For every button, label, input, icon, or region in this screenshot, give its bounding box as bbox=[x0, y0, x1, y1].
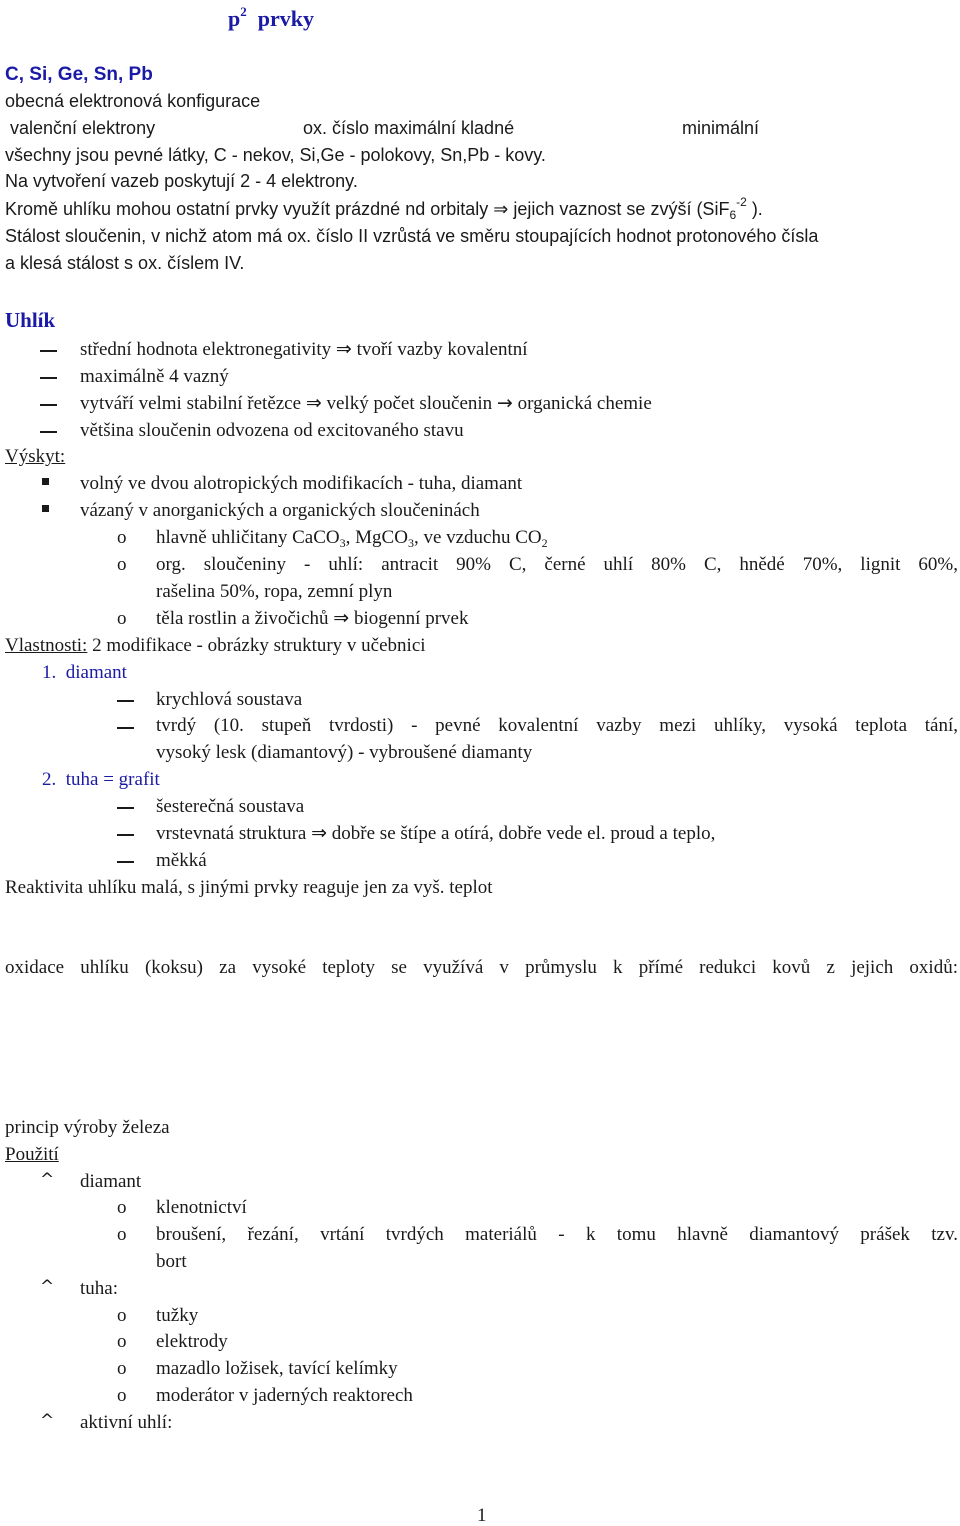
graphite-item-2: vrstevnatá struktura ⇒ dobře se štípe a otírá, dobře vede el. proud a teplo, bbox=[156, 822, 716, 844]
carbon-prop-1: střední hodnota elektronegativity ⇒ tvoří vazby kovalentní bbox=[80, 338, 528, 360]
carbon-prop-2: maximálně 4 vazný bbox=[80, 366, 229, 387]
circle-bullet: o bbox=[117, 1197, 127, 1218]
usage-diamond: diamant bbox=[80, 1171, 142, 1192]
properties-line: Vlastnosti: 2 modifikace - obrázky struktury v učebnici bbox=[5, 635, 426, 656]
carbon-prop-3: vytváří velmi stabilní řetězce ⇒ velký počet sloučenin → organická chemie bbox=[80, 392, 652, 414]
dash-bullet bbox=[117, 861, 134, 863]
occurrence-label: Výskyt: bbox=[5, 446, 66, 467]
circle-bullet: o bbox=[117, 1305, 127, 1326]
config-label: obecná elektronová konfigurace bbox=[5, 91, 261, 111]
circle-bullet: o bbox=[117, 1224, 127, 1245]
usage-diamond-item-1: klenotnictví bbox=[156, 1197, 247, 1218]
usage-diamond-item-3: bort bbox=[156, 1251, 187, 1272]
dash-bullet bbox=[117, 727, 134, 729]
elements-list: C, Si, Ge, Sn, Pb bbox=[5, 64, 153, 85]
usage-graphite-item-1: tužky bbox=[156, 1305, 199, 1326]
implies-arrow-icon: ⇒ bbox=[335, 338, 352, 360]
reactivity-text: Reaktivita uhlíku malá, s jinými prvky reaguje jen za vyš. teplot bbox=[5, 877, 493, 898]
biogenic-text: těla rostlin a živočichů ⇒ biogenní prvek bbox=[156, 607, 469, 629]
right-arrow-icon: → bbox=[496, 392, 513, 414]
carbon-prop-4: většina sloučenin odvozena od excitovaného stavu bbox=[80, 420, 464, 441]
carbon-heading: Uhlík bbox=[5, 308, 56, 332]
square-bullet bbox=[42, 505, 49, 512]
caret-bullet-icon: ^ bbox=[40, 1411, 55, 1431]
usage-active-carbon: aktivní uhlí: bbox=[80, 1412, 173, 1433]
occurrence-2: vázaný v anorganických a organických sloučeninách bbox=[80, 500, 480, 521]
usage-graphite-item-2: elektrody bbox=[156, 1331, 228, 1352]
graphite-item-1: šesterečná soustava bbox=[156, 796, 305, 817]
usage-label: Použití bbox=[5, 1144, 59, 1165]
circle-bullet: o bbox=[117, 527, 127, 548]
dash-bullet bbox=[117, 700, 134, 702]
dash-bullet bbox=[40, 377, 57, 379]
diamond-item-1: krychlová soustava bbox=[156, 689, 303, 710]
diamond-item-3: vysoký lesk (diamantový) - vybroušené diamanty bbox=[156, 742, 533, 763]
diamond-heading: 1. diamant bbox=[42, 662, 127, 683]
circle-bullet: o bbox=[117, 1358, 127, 1379]
square-bullet bbox=[42, 478, 49, 485]
circle-bullet: o bbox=[117, 554, 127, 575]
coal-text-2: rašelina 50%, ropa, zemní plyn bbox=[156, 581, 393, 602]
usage-graphite-item-3: mazadlo ložisek, tavící kelímky bbox=[156, 1358, 398, 1379]
states-text: všechny jsou pevné látky, C - nekov, Si,Ge - polokovy, Sn,Pb - kovy. bbox=[5, 145, 546, 165]
implies-arrow-icon: ⇒ bbox=[493, 199, 509, 220]
dash-bullet bbox=[40, 431, 57, 433]
usage-diamond-item-2: broušení, řezání, vrtání tvrdých materiálů - k tomu hlavně diamantový prášek tzv. bbox=[156, 1224, 958, 1245]
carbonates-text: hlavně uhličitany CaCO$_3$, MgCO$_3$, ve vzduchu $CO_2$ bbox=[156, 527, 548, 550]
implies-arrow-icon: ⇒ bbox=[305, 392, 322, 414]
valence-label: valenční elektrony bbox=[10, 118, 156, 138]
dash-bullet bbox=[40, 404, 57, 406]
graphite-heading: 2. tuha = grafit bbox=[42, 769, 160, 790]
occurrence-1: volný ve dvou alotropických modifikacích - tuha, diamant bbox=[80, 473, 523, 494]
circle-bullet: o bbox=[117, 1331, 127, 1352]
dash-bullet bbox=[40, 350, 57, 352]
caret-bullet-icon: ^ bbox=[40, 1277, 55, 1297]
dash-bullet bbox=[117, 807, 134, 809]
bonds-text: Na vytvoření vazeb poskytují 2 - 4 elektrony. bbox=[5, 171, 358, 191]
circle-bullet: o bbox=[117, 1385, 127, 1406]
graphite-item-3: měkká bbox=[156, 850, 207, 871]
caret-bullet-icon: ^ bbox=[40, 1170, 55, 1190]
stability-text-1: Stálost sloučenin, v nichž atom má ox. číslo II vzrůstá ve směru stoupajících hodnot protonového čísla bbox=[5, 226, 819, 246]
stability-text-2: a klesá stálost s ox. číslem IV. bbox=[5, 253, 245, 273]
circle-bullet: o bbox=[117, 608, 127, 629]
usage-graphite: tuha: bbox=[80, 1278, 118, 1299]
iron-text: princip výroby železa bbox=[5, 1117, 170, 1138]
page-title: $p^2$ prvky bbox=[228, 4, 314, 31]
oxidation-text: oxidace uhlíku (koksu) za vysoké teploty se využívá v průmyslu k přímé redukci kovů z jejich oxidů: bbox=[5, 957, 958, 978]
min-label: minimální bbox=[682, 118, 760, 138]
dash-bullet bbox=[117, 834, 134, 836]
coal-text-1: org. sloučeniny - uhlí: antracit 90% C, černé uhlí 80% C, hnědé 70%, lignit 60%, bbox=[156, 554, 958, 575]
usage-graphite-item-4: moderátor v jaderných reaktorech bbox=[156, 1385, 413, 1406]
diamond-item-2: tvrdý (10. stupeň tvrdosti) - pevné kovalentní vazby mezi uhlíky, vysoká teplota tání, bbox=[156, 715, 958, 736]
implies-arrow-icon: ⇒ bbox=[333, 607, 350, 629]
ox-label: ox. číslo maximální kladné bbox=[303, 118, 515, 138]
orbitals-text: Kromě uhlíku mohou ostatní prvky využít prázdné nd orbitaly ⇒ jejich vaznost se zvýší (SiF$_6^{-2}$ ). bbox=[5, 195, 763, 222]
page-number: 1 bbox=[477, 1505, 487, 1526]
implies-arrow-icon: ⇒ bbox=[311, 822, 328, 844]
